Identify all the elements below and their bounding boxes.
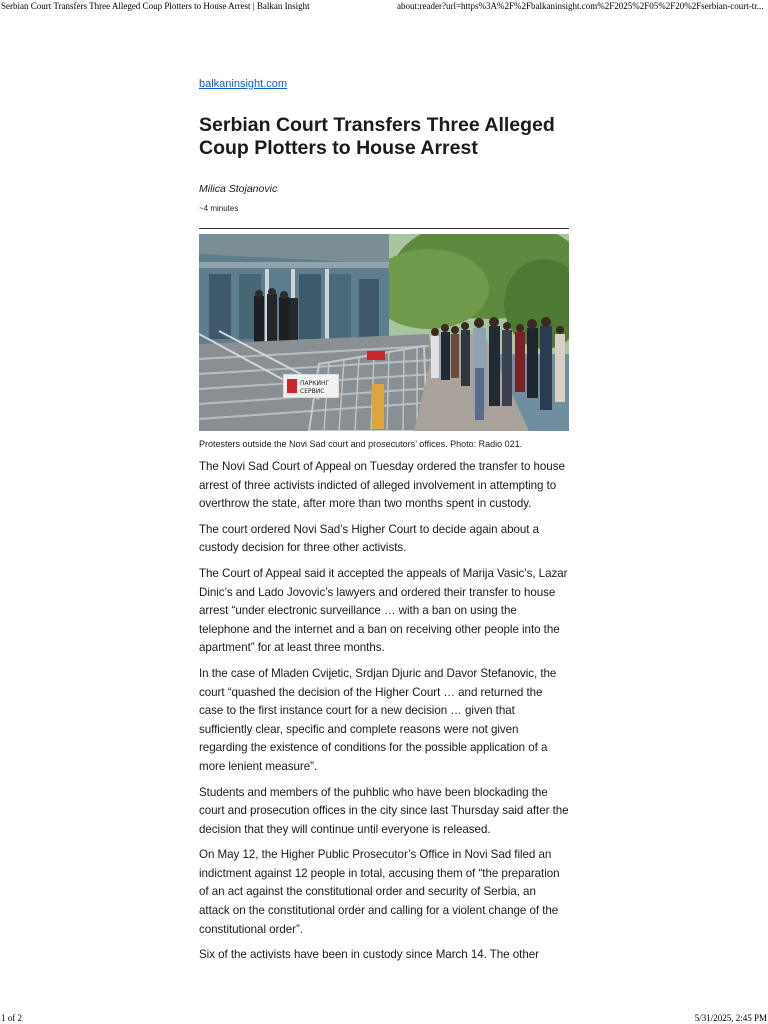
article-paragraph-4: In the case of Mladen Cvijetic, Srdjan Djuric and Davor Stefanovic, the court “quashed the decision of the Higher Court … and returned the case to the first instance court for a new decision … given that sufficiently clear, specific and complete reasons were not given regarding the existence of conditions for the possible application of a more lenient measure”. xyxy=(199,666,557,773)
reader-view xyxy=(199,74,569,972)
article-paragraph-1: The Novi Sad Court of Appeal on Tuesday ordered the transfer to house arrest of three activists indicted of alleged involvement in attempting to overthrow the state, after more than two months spent in custody. xyxy=(199,460,565,511)
article-paragraph-7: Six of the activists have been in custody since March 14. The other xyxy=(199,948,539,962)
header-divider xyxy=(199,228,569,229)
article-paragraph-3: The Court of Appeal said it accepted the appeals of Marija Vasic’s, Lazar Dinic’s and Lado Jovovic’s lawyers and ordered their transfer to house arrest “under electronic surveillance … with a ban on using the telephone and the internet and a ban on receiving other people into the apartment” for at least three months. xyxy=(199,566,568,655)
article-paragraph-6: On May 12, the Higher Public Prosecutor’s Office in Novi Sad filed an indictment against 12 people in total, accusing them of “the preparation of an act against the constitutional order and security of Serbia, an attack on the constitutional order and calling for a violent change of the constitutional order”. xyxy=(199,848,560,936)
reading-time: ~4 minutes xyxy=(199,204,239,213)
print-header-url: about:reader?url=https%3A%2F%2Fbalkaninsight.com%2F2025%2F05%2F20%2Fserbian-court-tr... xyxy=(397,1,764,11)
print-header xyxy=(0,0,768,14)
parking-sign-line1: ПАРКИНГ xyxy=(300,380,330,387)
article-title: Serbian Court Transfers Three Alleged Coup Plotters to House Arrest xyxy=(199,114,555,159)
article-body xyxy=(199,458,569,965)
photo-caption: Protesters outside the Novi Sad court and prosecutors’ offices. Photo: Radio 021. xyxy=(199,439,523,449)
print-header-title: Serbian Court Transfers Three Alleged Coup Plotters to House Arrest | Balkan Insight xyxy=(1,1,310,11)
print-datetime: 5/31/2025, 2:45 PM xyxy=(694,1013,767,1023)
article-paragraph-5: Students and members of the puhblic who have been blockading the court and prosecution offices in the city since last Thursday said after the decision that they will continue until everyone is released. xyxy=(199,785,569,836)
domain-link[interactable]: balkaninsight.com xyxy=(199,78,288,90)
article-photo xyxy=(199,234,569,431)
print-footer xyxy=(0,1012,768,1024)
article-paragraph-2: The court ordered Novi Sad’s Higher Court to decide again about a custody decision for three other activists. xyxy=(199,522,540,555)
article-author: Milica Stojanovic xyxy=(199,183,278,195)
page-number: 1 of 2 xyxy=(1,1013,22,1023)
parking-sign-line2: СЕРВИС xyxy=(300,388,325,395)
